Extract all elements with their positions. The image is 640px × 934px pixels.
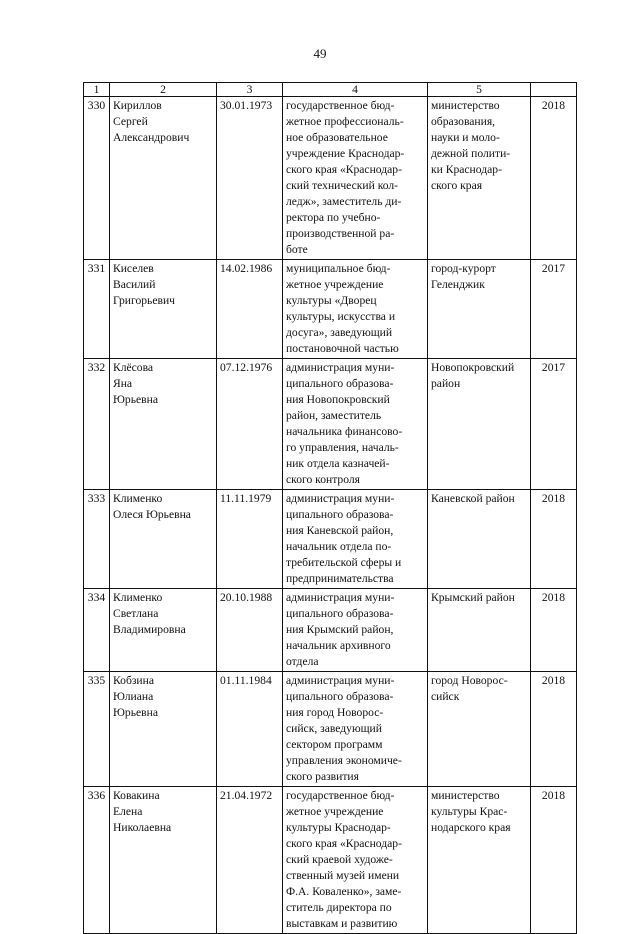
personnel-table xyxy=(83,82,577,934)
year-cell: 2017 xyxy=(531,359,577,490)
table-row xyxy=(84,672,577,787)
birth-date-cell: 20.10.1988 xyxy=(217,589,283,672)
year-cell: 2018 xyxy=(531,787,577,934)
position-cell: государственное бюд- жетное учреждение культуры Краснодар- ского края «Краснодар- ский краевой художе- ственный музей имени Ф.А. Коваленко», заме- ститель директора по выставкам и развитию xyxy=(283,787,428,934)
birth-date-cell: 07.12.1976 xyxy=(217,359,283,490)
territory-cell: министерство образования, науки и моло- дежной полити- ки Краснодар- ского края xyxy=(428,97,531,260)
position-cell: администрация муни- ципального образова- ния Крымский район, начальник архивного отдела xyxy=(283,589,428,672)
territory-cell: Новопокровский район xyxy=(428,359,531,490)
header-cell: 5 xyxy=(428,83,531,97)
row-number-cell: 330 xyxy=(84,97,110,260)
table-header-row xyxy=(84,83,577,97)
position-cell: администрация муни- ципального образова- ния город Новорос- сийск, заведующий сектором программ управления экономиче- ского развития xyxy=(283,672,428,787)
header-cell: 2 xyxy=(110,83,217,97)
position-cell: администрация муни- ципального образова- ния Каневской район, начальник отдела по- требительской сферы и предпринимательства xyxy=(283,490,428,589)
territory-cell: город-курорт Геленджик xyxy=(428,260,531,359)
birth-date-cell: 11.11.1979 xyxy=(217,490,283,589)
birth-date-cell: 14.02.1986 xyxy=(217,260,283,359)
territory-cell: Каневской район xyxy=(428,490,531,589)
year-cell: 2017 xyxy=(531,260,577,359)
position-cell: администрация муни- ципального образова- ния Новопокровский район, заместитель начальника финансово- го управления, началь- ник отдела казначей- ского контроля xyxy=(283,359,428,490)
header-cell: 3 xyxy=(217,83,283,97)
full-name-cell: Клименко Олеся Юрьевна xyxy=(110,490,217,589)
page-number: 49 xyxy=(313,46,327,61)
full-name-cell: Ковакина Елена Николаевна xyxy=(110,787,217,934)
position-cell: государственное бюд- жетное профессиональ- ное образовательное учреждение Краснодар- ского края «Краснодар- ский технический кол- ледж», заместитель ди- ректора по учебно- производственной ра- боте xyxy=(283,97,428,260)
row-number-cell: 335 xyxy=(84,672,110,787)
full-name-cell: Кириллов Сергей Александрович xyxy=(110,97,217,260)
row-number-cell: 332 xyxy=(84,359,110,490)
table-row xyxy=(84,490,577,589)
territory-cell: Крымский район xyxy=(428,589,531,672)
position-cell: муниципальное бюд- жетное учреждение культуры «Дворец культуры, искусства и досуга», заведующий постановочной частью xyxy=(283,260,428,359)
table-row xyxy=(84,589,577,672)
full-name-cell: Кобзина Юлиана Юрьевна xyxy=(110,672,217,787)
table-row xyxy=(84,787,577,934)
table-row xyxy=(84,359,577,490)
header-cell: 4 xyxy=(283,83,428,97)
territory-cell: город Новорос- сийск xyxy=(428,672,531,787)
year-cell: 2018 xyxy=(531,97,577,260)
row-number-cell: 336 xyxy=(84,787,110,934)
year-cell: 2018 xyxy=(531,490,577,589)
full-name-cell: Киселев Василий Григорьевич xyxy=(110,260,217,359)
row-number-cell: 334 xyxy=(84,589,110,672)
table-row xyxy=(84,260,577,359)
row-number-cell: 333 xyxy=(84,490,110,589)
table-row xyxy=(84,97,577,260)
row-number-cell: 331 xyxy=(84,260,110,359)
header-cell xyxy=(531,83,577,97)
territory-cell: министерство культуры Крас- нодарского края xyxy=(428,787,531,934)
year-cell: 2018 xyxy=(531,672,577,787)
full-name-cell: Клименко Светлана Владимировна xyxy=(110,589,217,672)
birth-date-cell: 30.01.1973 xyxy=(217,97,283,260)
header-cell: 1 xyxy=(84,83,110,97)
full-name-cell: Клёсова Яна Юрьевна xyxy=(110,359,217,490)
year-cell: 2018 xyxy=(531,589,577,672)
birth-date-cell: 21.04.1972 xyxy=(217,787,283,934)
birth-date-cell: 01.11.1984 xyxy=(217,672,283,787)
